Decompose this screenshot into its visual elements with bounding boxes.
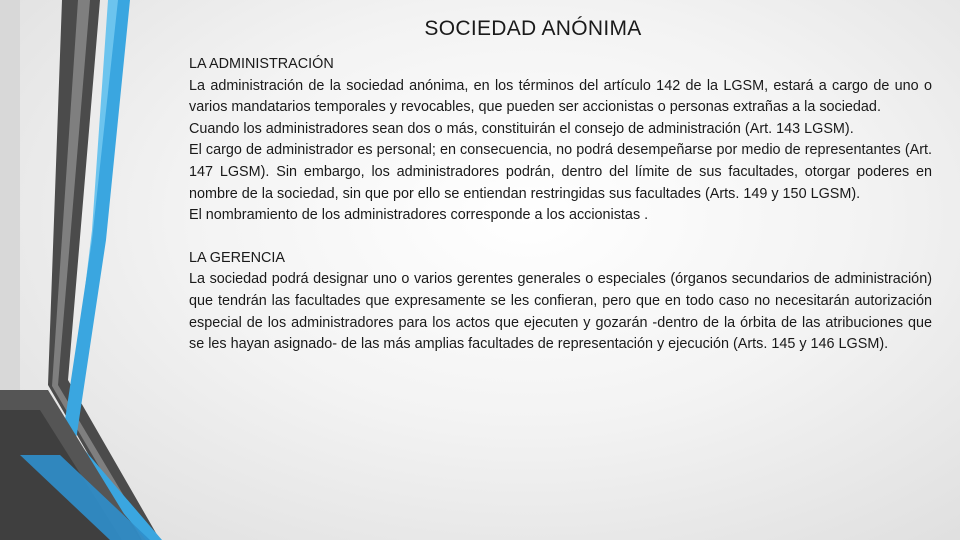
page-title: SOCIEDAD ANÓNIMA [424, 17, 642, 40]
slide-content [189, 54, 932, 356]
paragraph: El cargo de administrador es personal; en consecuencia, no podrá desempeñarse por medio de representantes (Art. 147 LGSM). Sin embargo, los administradores podrán, dentro del límite de sus facultades, otorgar poderes en nombre de la sociedad, sin que por ello se entiendan restringidas sus facultades (Arts. 149 y 150 LGSM). [189, 142, 932, 202]
paragraph: La sociedad podrá designar uno o varios gerentes generales o especiales (órganos secundarios de administración) que tendrán las facultades que expresamente se les confieran, pero que en todo caso no necesitarán autorización especial de los administradores para los actos que ejecuten y gozarán -dentro de la órbita de las atribuciones que se les hayan asignado- de las más amplias facultades de representación y ejecución (Arts. 145 y 146 LGSM). [189, 271, 932, 353]
paragraph: Cuando los administradores sean dos o más, constituirán el consejo de administración (Art. 143 LGSM). [189, 120, 854, 137]
section-heading-administracion: LA ADMINISTRACIÓN [189, 56, 334, 72]
section-spacer [189, 227, 932, 248]
paragraph: La administración de la sociedad anónima, en los términos del artículo 142 de la LGSM, estará a cargo de uno o varios mandatarios temporales y revocables, que pueden ser accionistas o personas extrañas a la sociedad. [189, 77, 932, 116]
decorative-stripes [0, 0, 180, 540]
paragraph: El nombramiento de los administradores corresponde a los accionistas . [189, 207, 649, 224]
section-heading-gerencia: LA GERENCIA [189, 249, 285, 266]
